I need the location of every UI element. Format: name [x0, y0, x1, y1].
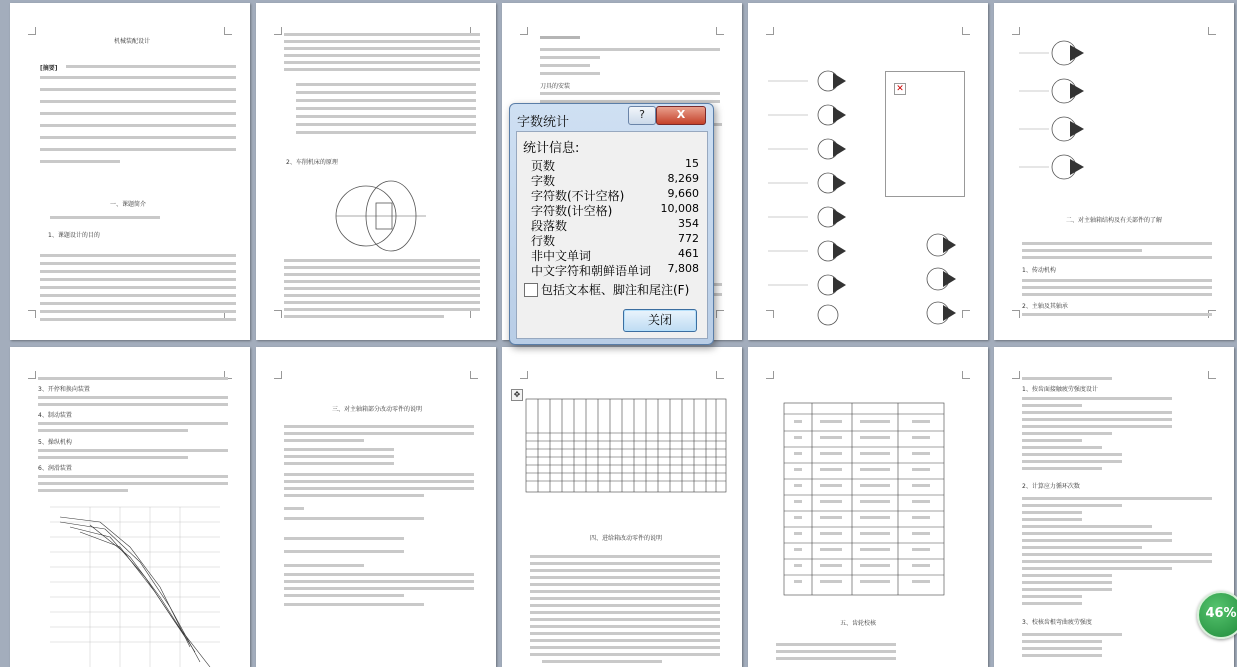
- text-line: [530, 632, 720, 635]
- text-line: [1022, 553, 1212, 556]
- text-line: [66, 65, 236, 68]
- section-heading: 二、对主轴箱结构及有关部件的了解: [1066, 217, 1163, 224]
- text-line: [530, 604, 720, 607]
- text-line: [284, 425, 474, 428]
- stat-value: 8,269: [667, 172, 699, 185]
- text-line: [1022, 439, 1082, 442]
- text-line: [40, 302, 236, 305]
- document-page-8[interactable]: [502, 347, 742, 667]
- subsection-heading: 6、润滑装置: [38, 465, 72, 472]
- text-line: [40, 88, 236, 91]
- text-line: [1022, 411, 1172, 414]
- text-line: [284, 507, 304, 510]
- section-heading: 2、车削机床的原理: [286, 159, 338, 166]
- margin-mark: [28, 27, 36, 35]
- text-line: [1022, 633, 1122, 636]
- text-line: [284, 573, 474, 576]
- text-line: [1022, 546, 1142, 549]
- text-line: [40, 270, 236, 273]
- text-line: [1022, 525, 1152, 528]
- text-line: [1022, 418, 1172, 421]
- text-line: [530, 562, 720, 565]
- text-line: [40, 310, 236, 313]
- stat-label: 行数: [531, 234, 556, 248]
- text-line: [530, 639, 720, 642]
- text-line: [540, 48, 720, 51]
- document-page-5[interactable]: [994, 3, 1234, 340]
- text-line: [1022, 574, 1112, 577]
- text-line: [530, 618, 720, 621]
- text-line: [1022, 256, 1212, 259]
- text-line: [284, 537, 404, 540]
- text-line: [1022, 539, 1172, 542]
- stat-row-paragraphs: [531, 217, 699, 233]
- stat-row-chars-with-spaces: [531, 202, 699, 218]
- text-line: [530, 653, 720, 656]
- stat-label: 字数: [531, 174, 556, 188]
- text-line: [1022, 460, 1122, 463]
- text-line: [284, 301, 480, 304]
- document-page-1[interactable]: [10, 3, 250, 340]
- text-line: [1022, 432, 1112, 435]
- table-move-handle-icon[interactable]: ✥: [511, 389, 523, 401]
- subsection-heading: 1、传动机构: [1022, 267, 1056, 274]
- close-icon[interactable]: X: [656, 106, 706, 125]
- stat-value: 772: [678, 232, 699, 245]
- text-line: [1022, 497, 1212, 500]
- text-line: [1022, 511, 1082, 514]
- text-line: [714, 123, 722, 126]
- text-line: [776, 650, 896, 653]
- text-line: [284, 580, 474, 583]
- text-line: [1022, 504, 1122, 507]
- text-line: [1022, 595, 1082, 598]
- help-button[interactable]: ?: [628, 106, 656, 125]
- text-line: [714, 293, 722, 296]
- text-line: [1022, 467, 1102, 470]
- text-line: [1022, 518, 1082, 521]
- text-line: [40, 262, 236, 265]
- text-line: [40, 318, 236, 321]
- stat-label: 字符数(计空格): [531, 204, 613, 218]
- missing-image-placeholder: [885, 71, 965, 197]
- stat-value: 7,808: [667, 262, 699, 275]
- stat-row-lines: [531, 232, 699, 248]
- text-line: [540, 64, 590, 67]
- statistics-heading: 统计信息:: [523, 141, 580, 156]
- text-line: [776, 643, 896, 646]
- text-line: [1022, 279, 1212, 282]
- text-line: [284, 462, 394, 465]
- section-heading: 三、对主轴箱部分改动零件的说明: [332, 406, 423, 413]
- zoom-indicator[interactable]: 46%: [1197, 591, 1237, 639]
- text-line: [530, 646, 720, 649]
- text-line: [40, 160, 120, 163]
- text-line: [40, 76, 236, 79]
- page-title: 机械装配设计: [114, 38, 151, 45]
- text-line: [284, 487, 474, 490]
- stat-label: 字符数(不计空格): [531, 189, 625, 203]
- text-line: [540, 36, 580, 39]
- text-line: [1022, 654, 1102, 657]
- text-line: [1022, 249, 1142, 252]
- section-heading: 四、进给箱改动零件的说明: [590, 535, 663, 542]
- text-line: [1022, 453, 1122, 456]
- stat-row-non-chinese-words: [531, 247, 699, 263]
- text-line: [284, 494, 424, 497]
- text-line: [540, 56, 600, 59]
- stat-value: 461: [678, 247, 699, 260]
- text-line: [1022, 560, 1212, 563]
- text-line: [40, 286, 236, 289]
- include-textboxes-checkbox[interactable]: [524, 283, 538, 297]
- text-line: [284, 603, 424, 606]
- text-line: [1022, 313, 1212, 316]
- close-button[interactable]: 关闭: [623, 309, 697, 332]
- text-line: [284, 315, 444, 318]
- margin-mark: [1208, 371, 1216, 379]
- document-page-4[interactable]: [748, 3, 988, 340]
- text-line: [40, 124, 236, 127]
- margin-mark: [1012, 371, 1020, 379]
- text-line: [50, 216, 160, 219]
- text-line: [284, 280, 480, 283]
- stat-label: 段落数: [531, 219, 568, 233]
- text-line: [284, 564, 364, 567]
- text-line: [1022, 640, 1102, 643]
- document-page-6[interactable]: [10, 347, 250, 667]
- text-line: [284, 287, 480, 290]
- text-line: [1022, 404, 1082, 407]
- text-line: [40, 112, 236, 115]
- text-line: [540, 92, 720, 95]
- stat-label: 页数: [531, 159, 556, 173]
- text-line: [284, 294, 480, 297]
- margin-mark: [224, 27, 232, 35]
- text-line: [1022, 602, 1082, 605]
- stat-value: 354: [678, 217, 699, 230]
- margin-mark: [716, 27, 724, 35]
- text-line: [776, 657, 896, 660]
- text-line: [40, 254, 236, 257]
- text-line: [40, 136, 236, 139]
- include-textboxes-label[interactable]: 包括文本框、脚注和尾注(F): [541, 283, 690, 297]
- text-line: [530, 555, 720, 558]
- margin-mark: [716, 310, 724, 318]
- stat-value: 15: [685, 157, 699, 170]
- margin-mark: [520, 27, 528, 35]
- speed-chart-figure: [10, 347, 250, 667]
- subsection-heading: 3、开停和换向装置: [38, 386, 90, 393]
- text-line: [530, 597, 720, 600]
- text-line: [530, 583, 720, 586]
- dialog-title: 字数统计: [517, 115, 570, 130]
- text-line: [1022, 425, 1172, 428]
- text-line: [530, 576, 720, 579]
- text-line: [1022, 446, 1102, 449]
- subsection-heading: 1、课题设计的目的: [48, 232, 100, 239]
- text-line: [284, 439, 364, 442]
- document-page-2[interactable]: [256, 3, 496, 340]
- subsection-heading: 2、计算应力循环次数: [1022, 483, 1080, 490]
- text-line: [1022, 293, 1212, 296]
- text-line: [284, 448, 394, 451]
- tool-diagrams-figure: [994, 3, 1234, 340]
- text-line: [1022, 242, 1212, 245]
- text-line: [40, 294, 236, 297]
- stat-row-chinese-chars: [531, 262, 699, 278]
- text-line: [40, 278, 236, 281]
- text-line: [1022, 377, 1112, 380]
- abstract-label: [摘要]: [40, 65, 58, 72]
- text-line: [530, 590, 720, 593]
- text-line: [1022, 532, 1172, 535]
- text-line: [284, 550, 404, 553]
- margin-mark: [274, 371, 282, 379]
- section-heading: 五、齿轮校核: [840, 620, 877, 627]
- broken-image-icon: ✕: [894, 83, 906, 95]
- text-line: [284, 517, 424, 520]
- subsection-heading: 2、主轴及其轴承: [1022, 303, 1068, 310]
- text-line: [284, 594, 404, 597]
- text-line: [1022, 397, 1172, 400]
- text-line: [1022, 588, 1112, 591]
- subsection-heading: 1、按齿面接触疲劳强度设计: [1022, 386, 1098, 393]
- stat-value: 10,008: [660, 202, 699, 215]
- subsection-heading: 5、操纵机构: [38, 439, 72, 446]
- text-line: [40, 100, 236, 103]
- text-line: [1022, 286, 1212, 289]
- text-line: [284, 266, 480, 269]
- stat-row-words: [531, 172, 699, 188]
- margin-mark: [28, 310, 36, 318]
- text-line: [542, 660, 662, 663]
- text-line: [284, 432, 474, 435]
- text-line: [540, 72, 600, 75]
- text-line: [284, 308, 480, 311]
- text-line: [714, 283, 722, 286]
- text-line: [530, 569, 720, 572]
- text-line: [40, 148, 236, 151]
- document-page-9[interactable]: [748, 347, 988, 667]
- text-line: [530, 625, 720, 628]
- text-line: [1022, 567, 1172, 570]
- section-heading: 刀具的安装: [540, 83, 571, 90]
- text-line: [284, 273, 480, 276]
- text-line: [284, 259, 480, 262]
- stat-value: 9,660: [667, 187, 699, 200]
- text-line: [284, 455, 394, 458]
- subsection-heading: 4、制动装置: [38, 412, 72, 419]
- stat-label: 非中文单词: [531, 249, 592, 263]
- document-page-7[interactable]: [256, 347, 496, 667]
- subsection-heading: 3、校核齿根弯曲疲劳强度: [1022, 619, 1092, 626]
- text-line: [284, 473, 474, 476]
- section-heading: 一、课题简介: [110, 201, 147, 208]
- text-line: [284, 587, 474, 590]
- text-line: [284, 480, 474, 483]
- stat-label: 中文字符和朝鲜语单词: [531, 264, 652, 278]
- text-line: [1022, 581, 1112, 584]
- text-line: [1022, 647, 1102, 650]
- margin-mark: [470, 371, 478, 379]
- stat-row-chars-no-spaces: [531, 187, 699, 203]
- stat-row-pages: [531, 157, 699, 173]
- text-line: [530, 611, 720, 614]
